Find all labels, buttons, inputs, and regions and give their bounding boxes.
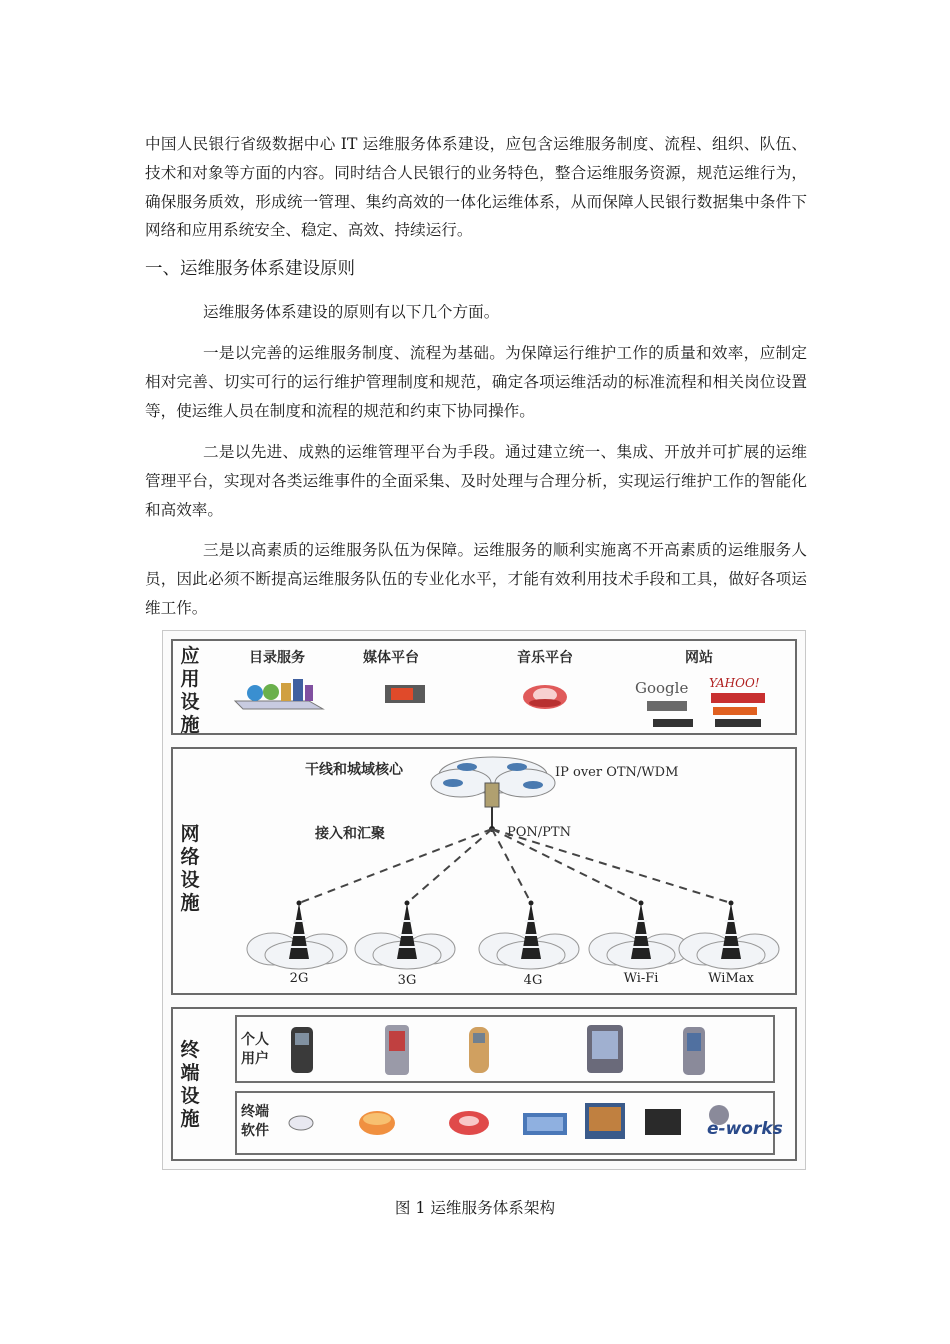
website-logos-icon xyxy=(633,671,793,733)
app-item-website: 网站 xyxy=(685,650,713,666)
access-links xyxy=(299,829,731,903)
software-row-box xyxy=(235,1091,783,1155)
app-layer-panel xyxy=(171,639,797,735)
network-layer-panel xyxy=(171,747,797,995)
tower-label-4g: 4G xyxy=(523,973,543,988)
music-platform-icon xyxy=(521,679,571,713)
paragraph-1: 运维服务体系建设的原则有以下几个方面。 xyxy=(203,303,500,321)
tower-label-wifi: Wi-Fi xyxy=(623,971,659,986)
directory-server-icon xyxy=(229,673,329,713)
intro-paragraph: 中国人民银行省级数据中心 IT 运维服务体系建设，应包含运维服务制度、流程、组织、队伍、技术和对象等方面的内容。同时结合人民银行的业务特色，整合运维服务资源，规范运维行为，确保服务质效，形成统一管理、集约高效的一体化运维体系，从而保障人民银行数据集中条件下网络和应用系统安全、稳定、高效、持续运行。 xyxy=(145,135,807,240)
terminal-layer-panel xyxy=(171,1007,797,1161)
app-item-media: 媒体平台 xyxy=(363,650,419,666)
tower-icon-wimax xyxy=(679,901,779,970)
user-row-label: 个人用户 xyxy=(241,1032,269,1067)
tower-icon-wifi xyxy=(589,901,689,970)
media-platform-icon xyxy=(383,683,429,707)
access-tech-label: PON/PTN xyxy=(507,825,571,840)
user-row-box xyxy=(235,1015,775,1083)
section-heading: 一、运维服务体系建设原则 xyxy=(145,259,355,279)
user-devices xyxy=(237,1017,773,1081)
network-diagram xyxy=(173,749,799,997)
paragraph-2: 一是以完善的运维服务制度、流程为基础。为保障运行维护工作的质量和效率，应制定相对完善、切实可行的运行维护管理制度和规范，确定各项运维活动的标准流程和相关岗位设置等，使运维人员在制度和流程的规范和约束下协同操作。 xyxy=(145,344,807,420)
device-icon xyxy=(645,1109,681,1135)
tower-icon-3g xyxy=(355,901,455,970)
paragraph-3: 二是以先进、成熟的运维管理平台为手段。通过建立统一、集成、开放并可扩展的运维管理平台，实现对各类运维事件的全面采集、及时处理与合理分析，实现运行维护工作的智能化和高效率。 xyxy=(145,443,807,519)
svg-text:Google: Google xyxy=(635,679,689,697)
core-tech-label: IP over OTN/WDM xyxy=(555,765,679,780)
svg-text:YAHOO!: YAHOO! xyxy=(709,676,760,690)
mouse-icon xyxy=(289,1116,313,1130)
architecture-figure xyxy=(162,630,806,1170)
tower-label-3g: 3G xyxy=(397,973,417,988)
core-label: 干线和城域核心 xyxy=(305,762,403,778)
tower-label-2g: 2G xyxy=(289,971,309,986)
tower-icon-2g xyxy=(247,901,347,970)
app-item-directory: 目录服务 xyxy=(249,650,305,666)
access-label: 接入和汇聚 xyxy=(315,826,385,842)
paragraph-4: 三是以高素质的运维服务队伍为保障。运维服务的顺利实施离不开高素质的运维服务人员，因此必须不断提高运维服务队伍的专业化水平，才能有效利用技术手段和工具，做好各项运维工作。 xyxy=(145,541,807,617)
terminal-layer-title: 终端设施 xyxy=(180,1039,200,1130)
eworks-watermark: e-works xyxy=(707,1119,783,1139)
software-row-label: 终端软件 xyxy=(241,1104,269,1139)
app-layer-title: 应用设施 xyxy=(180,645,200,736)
tower-label-wimax: WiMax xyxy=(708,971,754,986)
tower-icon-4g xyxy=(479,901,579,970)
terminal-software xyxy=(237,1093,773,1153)
core-router-icon xyxy=(485,783,499,807)
app-item-music: 音乐平台 xyxy=(517,650,573,666)
network-layer-title: 网络设施 xyxy=(180,823,200,914)
figure-caption: 图 1 运维服务体系架构 xyxy=(394,1199,556,1217)
